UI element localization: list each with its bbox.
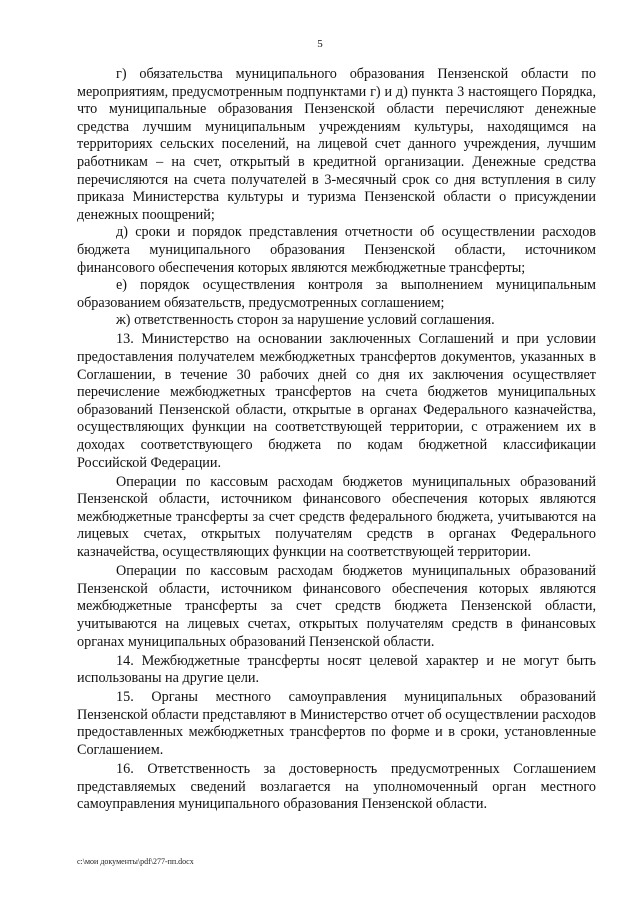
paragraph-item-zh: ж) ответственность сторон за нарушение условий соглашения.	[116, 312, 495, 329]
document-body	[77, 66, 596, 814]
paragraph-clause-15: 15. Органы местного самоуправления муниципальных образований Пензенской области представляют в Министерство отчет об осуществлении расходов предоставленных межбюджетных трансфертов по форме и в сроки, установленные Соглашением.	[77, 689, 596, 759]
paragraph-clause-13: 13. Министерство на основании заключенных Соглашений и при условии предоставления получателем межбюджетных трансфертов документов, указанных в Соглашении, в течение 30 рабочих дней со дня их заключения осуществляет перечисление межбюджетных трансфертов на счета бюджетов муниципальных образований Пензенской области, открытые в органах Федерального казначейства, осуществляющих функции на соответствующей территории, с отражением их в доходах соответствующего бюджета по кодам бюджетной классификации Российской Федерации.	[77, 331, 596, 471]
page-number: 5	[317, 38, 323, 50]
paragraph-federal-operations: Операции по кассовым расходам бюджетов муниципальных образований Пензенской области, источником финансового обеспечения которых являются межбюджетные трансферты за счет средств федерального бюджета, учитываются на лицевых счетах, открытых получателям средств в органах Федерального казначейства, осуществляющих функции на соответствующей территории.	[77, 473, 596, 561]
paragraph-item-g: г) обязательства муниципального образования Пензенской области по мероприятиям, предусмотренным подпунктами г) и д) пункта 3 настоящего Порядка, что муниципальные образования Пензенской области перечисляют денежные средства лучшим муниципальным учреждениям культуры, находящимся на территориях сельских поселений, на лицевой счет данного учреждения, лучшим работникам – на счет, открытый в кредитной организации. Денежные средства перечисляются на счета получателей в 3-месячный срок со дня вступления в силу приказа Министерства культуры и туризма Пензенской области о присуждении денежных поощрений;	[77, 66, 596, 223]
paragraph-item-e: е) порядок осуществления контроля за выполнением муниципальным образованием обязательств, предусмотренных соглашением;	[77, 277, 596, 311]
footer-file-path: c:\мои документы\pdf\277-пп.docx	[77, 857, 194, 866]
paragraph-regional-operations: Операции по кассовым расходам бюджетов муниципальных образований Пензенской области, источником финансового обеспечения которых являются межбюджетные трансферты за счет средств бюджета Пензенской области, учитываются на лицевых счетах, открытых получателям средств в финансовых органах муниципальных образований Пензенской области.	[77, 563, 596, 650]
paragraph-clause-14: 14. Межбюджетные трансферты носят целевой характер и не могут быть использованы на другие цели.	[77, 652, 596, 687]
paragraph-item-d: д) сроки и порядок представления отчетности об осуществлении расходов бюджета муниципального образования Пензенской области, источником финансового обеспечения которых являются межбюджетные трансферты;	[77, 224, 596, 276]
paragraph-clause-16: 16. Ответственность за достоверность предусмотренных Соглашением представляемых сведений возлагается на уполномоченный орган местного самоуправления муниципального образования Пензенской области.	[77, 761, 596, 813]
